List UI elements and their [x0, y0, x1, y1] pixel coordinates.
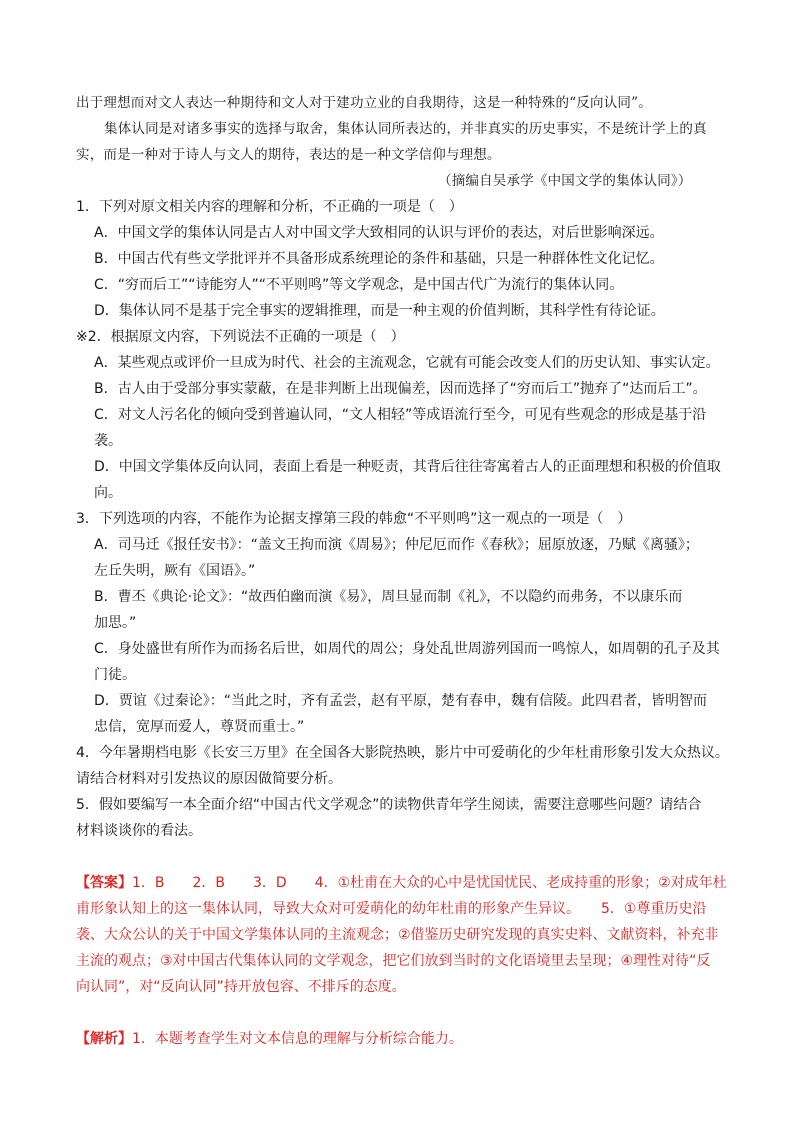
q3-stem: 3．下列选项的内容，不能作为论据支撑第三段的韩愈“不平则鸣”这一观点的一项是（ ）	[76, 511, 632, 527]
q3-option-c-line-1: C．身处盛世有所作为而扬名后世，如周代的周公；身处乱世周游列国而一鸣惊人，如周朝的孔子及其	[94, 641, 720, 657]
q2-option-a: A．某些观点或评价一旦成为时代、社会的主流观念，它就有可能会改变人们的历史认知、事实认定。	[94, 355, 720, 371]
q3-option-a-line-2: 左丘失明，厥有《国语》。”	[94, 563, 256, 579]
q3-option-b-line-2: 加思。”	[94, 615, 137, 631]
passage-source: （摘编自吴承学《中国文学的集体认同》）	[438, 173, 692, 189]
passage-line-1: 出于理想而对文人表达一种期待和文人对于建功立业的自我期待，这是一种特殊的“反向认同”。	[76, 95, 652, 111]
q5-line-1: 5．假如要编写一本全面介绍“中国古代文学观念”的读物供青年学生阅读，需要注意哪些问题？请结合	[76, 797, 702, 813]
q1-stem: 1．下列对原文相关内容的理解和分析，不正确的一项是（ ）	[76, 199, 463, 215]
q2-option-c-line-1: C．对文人污名化的倾向受到普遍认同，“文人相轻”等成语流行至今，可见有些观念的形成是基于沿	[94, 407, 707, 423]
analysis-line-1	[76, 1029, 463, 1049]
q4-line-1: 4．今年暑期档电影《长安三万里》在全国各大影院热映，影片中可爱萌化的少年杜甫形象引发大众热议。	[76, 745, 729, 761]
q2-option-d-line-1: D．中国文学集体反向认同，表面上看是一种贬责，其背后往往寄寓着古人的正面理想和积极的价值取	[94, 459, 721, 475]
q3-option-d-line-1: D．贾谊《过秦论》：“当此之时，齐有孟尝，赵有平原，楚有春申，魏有信陵。此四君者，皆明智而	[94, 693, 708, 709]
q2-option-d-line-2: 向。	[94, 485, 122, 501]
q3-option-d-line-2: 忠信，宽厚而爱人，尊贤而重士。”	[94, 719, 305, 735]
answer-line-1	[76, 873, 727, 893]
q1-option-d: D．集体认同不是基于完全事实的逻辑推理，而是一种主观的价值判断，其科学性有待论证。	[94, 303, 665, 319]
q1-option-a: A．中国文学的集体认同是古人对中国文学大致相同的认识与评价的表达，对后世影响深远。	[94, 225, 664, 241]
q3-option-b-line-1: B．曹丕《典论·论文》：“故西伯幽而演《易》，周旦显而制《礼》，不以隐约而弗务，不以康乐而	[94, 589, 683, 605]
q2-option-b: B．古人由于受部分事实蒙蔽，在是非判断上出现偏差，因而选择了“穷而后工”抛弃了“达而后工”。	[94, 381, 707, 397]
q4-line-2: 请结合材料对引发热议的原因做简要分析。	[76, 771, 342, 787]
analysis-tag: 【解析】	[76, 1031, 132, 1047]
answer-line-3: 袭、大众公认的关于中国文学集体认同的主流观念；②借鉴历史研究发现的真实史料、文献资料，补充非	[76, 927, 719, 943]
answer-text-1: 1．B 2．B 3．D 4．①杜甫在大众的心中是忧国忧民、老成持重的形象；②对成年杜	[132, 875, 727, 891]
q5-line-2: 材料谈谈你的看法。	[76, 823, 202, 839]
passage-line-3: 实，而是一种对于诗人与文人的期待，表达的是一种文学信仰与理想。	[76, 147, 501, 163]
q3-option-c-line-2: 门徒。	[94, 667, 136, 683]
q1-option-c: C．“穷而后工”“诗能穷人”“不平则鸣”等文学观念，是中国古代广为流行的集体认同。	[94, 277, 624, 293]
q3-option-a-line-1: A．司马迁《报任安书》：“盖文王拘而演《周易》；仲尼厄而作《春秋》；屈原放逐，乃赋《离骚》；	[94, 537, 699, 553]
answer-line-5: 向认同”，对“反向认同”持开放包容、不排斥的态度。	[76, 979, 406, 995]
q1-option-b: B．中国古代有些文学批评并不具备形成系统理论的条件和基础，只是一种群体性文化记忆。	[94, 251, 664, 267]
answer-line-2: 甫形象认知上的这一集体认同，导致大众对可爱萌化的幼年杜甫的形象产生异议。 5．①尊重历史沿	[76, 901, 707, 917]
analysis-text-1: 1．本题考查学生对文本信息的理解与分析综合能力。	[132, 1031, 463, 1047]
passage-line-2: 集体认同是对诸多事实的选择与取舍，集体认同所表达的，并非真实的历史事实，不是统计学上的真	[104, 121, 707, 137]
answer-tag: 【答案】	[76, 875, 132, 891]
answer-line-4: 主流的观点；③对中国古代集体认同的文学观念，把它们放到当时的文化语境里去呈现；④理性对待“反	[76, 953, 711, 969]
q2-option-c-line-2: 袭。	[94, 433, 122, 449]
q2-stem: ※2．根据原文内容，下列说法不正确的一项是（ ）	[76, 329, 405, 345]
